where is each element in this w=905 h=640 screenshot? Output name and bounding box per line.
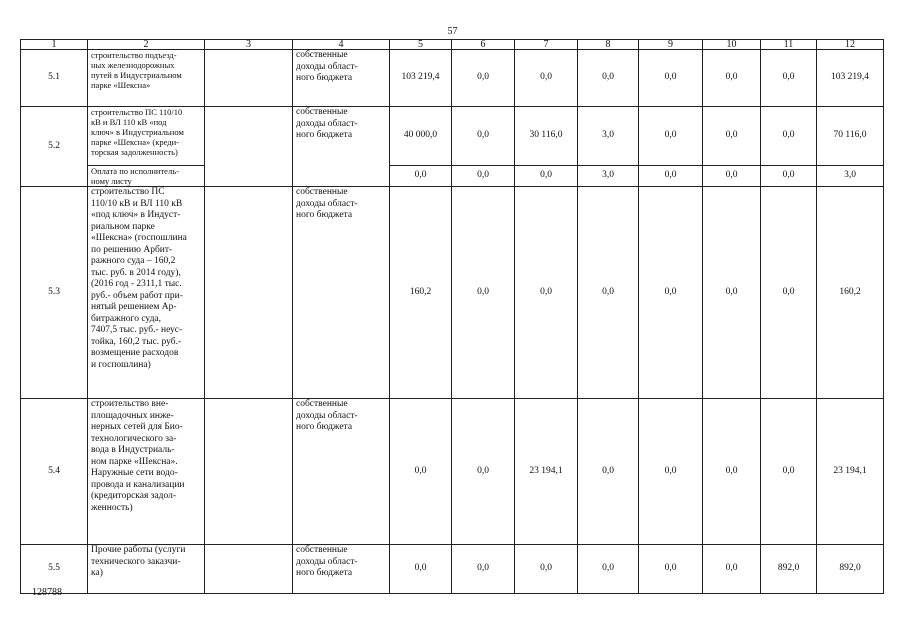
column-header: 2 — [88, 40, 205, 50]
value-cell: 0,0 — [390, 166, 452, 187]
value-cell: 0,0 — [578, 545, 639, 594]
value-cell: 3,0 — [578, 166, 639, 187]
column-header: 6 — [452, 40, 515, 50]
value-cell: 892,0 — [761, 545, 817, 594]
row-number-cell: 5.4 — [21, 399, 88, 545]
description-cell: строительство вне- площадочных инже- нерных сетей для Био- технологического за- вода в Индустриаль- ном парке «Шексна». Наружные сети водо- провода и канализации (кредиторская задол- женность) — [88, 399, 205, 545]
value-cell: 40 000,0 — [390, 107, 452, 166]
empty-cell — [205, 399, 293, 545]
value-cell: 23 194,1 — [817, 399, 884, 545]
description-cell: строительство ПС 110/10 кВ и ВЛ 110 кВ «под ключ» в Индустриальном парке «Шексна» (креди- торская задолженность) — [88, 107, 205, 166]
column-header: 5 — [390, 40, 452, 50]
value-cell: 0,0 — [761, 107, 817, 166]
value-cell: 0,0 — [639, 187, 703, 399]
funding-source-cell: собственные доходы област- ного бюджета — [293, 50, 390, 107]
value-cell: 0,0 — [390, 399, 452, 545]
column-header: 10 — [703, 40, 761, 50]
description-cell: строительство ПС 110/10 кВ и ВЛ 110 кВ «под ключ» в Индуст- риальном парке «Шексна» (госпошлина по решению Арбит- ражного суда – 160,2 тыс. руб. в 2014 году), (2016 год - 2311,1 тыс. руб.- объем работ при- нятый решением Ар- битражного суда, 7407,5 тыс. руб.- неус- тойка, 160,2 тыс. руб.- возмещение расходов и госпошлина) — [88, 187, 205, 399]
value-cell: 30 116,0 — [515, 107, 578, 166]
table-row — [21, 187, 884, 399]
row-number-cell: 5.5 — [21, 545, 88, 594]
column-header: 9 — [639, 40, 703, 50]
table-row — [21, 107, 884, 166]
value-cell: 0,0 — [761, 166, 817, 187]
value-cell: 0,0 — [703, 107, 761, 166]
table-row — [21, 545, 884, 594]
header-row — [21, 40, 884, 50]
description-cell: строительство подъезд- ных железнодорожных путей в Индустриальном парке «Шексна» — [88, 50, 205, 107]
empty-cell — [205, 545, 293, 594]
value-cell: 0,0 — [703, 187, 761, 399]
value-cell: 0,0 — [761, 399, 817, 545]
value-cell: 103 219,4 — [817, 50, 884, 107]
value-cell: 0,0 — [515, 166, 578, 187]
value-cell: 160,2 — [390, 187, 452, 399]
value-cell: 0,0 — [452, 545, 515, 594]
value-cell: 892,0 — [817, 545, 884, 594]
empty-cell — [205, 50, 293, 107]
value-cell: 0,0 — [639, 545, 703, 594]
funding-source-cell: собственные доходы област- ного бюджета — [293, 187, 390, 399]
value-cell: 0,0 — [639, 166, 703, 187]
value-cell: 0,0 — [515, 545, 578, 594]
funding-source-cell: собственные доходы област- ного бюджета — [293, 399, 390, 545]
description-cell: Прочие работы (услуги технического заказчи- ка) — [88, 545, 205, 594]
value-cell: 103 219,4 — [390, 50, 452, 107]
value-cell: 23 194,1 — [515, 399, 578, 545]
empty-cell — [205, 107, 293, 187]
column-header: 3 — [205, 40, 293, 50]
empty-cell — [205, 187, 293, 399]
value-cell: 160,2 — [817, 187, 884, 399]
value-cell: 0,0 — [761, 50, 817, 107]
funding-source-cell: собственные доходы област- ного бюджета — [293, 545, 390, 594]
value-cell: 0,0 — [452, 187, 515, 399]
document-code: 128788 — [32, 587, 62, 598]
value-cell: 0,0 — [515, 50, 578, 107]
value-cell: 0,0 — [703, 50, 761, 107]
budget-table — [20, 39, 884, 594]
funding-source-cell: собственные доходы област- ного бюджета — [293, 107, 390, 187]
description-cell: Оплата по исполнитель- ному листу — [88, 166, 205, 187]
column-header: 11 — [761, 40, 817, 50]
value-cell: 0,0 — [639, 50, 703, 107]
value-cell: 0,0 — [761, 187, 817, 399]
value-cell: 3,0 — [578, 107, 639, 166]
value-cell: 0,0 — [452, 107, 515, 166]
value-cell: 0,0 — [452, 50, 515, 107]
table-row — [21, 50, 884, 107]
value-cell: 70 116,0 — [817, 107, 884, 166]
value-cell: 0,0 — [703, 166, 761, 187]
row-number-cell: 5.2 — [21, 107, 88, 187]
value-cell: 0,0 — [578, 187, 639, 399]
value-cell: 0,0 — [390, 545, 452, 594]
value-cell: 0,0 — [515, 187, 578, 399]
page-number: 57 — [447, 26, 458, 37]
column-header: 7 — [515, 40, 578, 50]
value-cell: 0,0 — [578, 50, 639, 107]
row-number-cell: 5.3 — [21, 187, 88, 399]
value-cell: 0,0 — [452, 399, 515, 545]
table-row — [21, 399, 884, 545]
column-header: 1 — [21, 40, 88, 50]
row-number-cell: 5.1 — [21, 50, 88, 107]
value-cell: 0,0 — [703, 399, 761, 545]
value-cell: 0,0 — [639, 107, 703, 166]
value-cell: 3,0 — [817, 166, 884, 187]
value-cell: 0,0 — [703, 545, 761, 594]
value-cell: 0,0 — [639, 399, 703, 545]
value-cell: 0,0 — [578, 399, 639, 545]
value-cell: 0,0 — [452, 166, 515, 187]
column-header: 4 — [293, 40, 390, 50]
column-header: 12 — [817, 40, 884, 50]
column-header: 8 — [578, 40, 639, 50]
table-row — [21, 166, 884, 187]
